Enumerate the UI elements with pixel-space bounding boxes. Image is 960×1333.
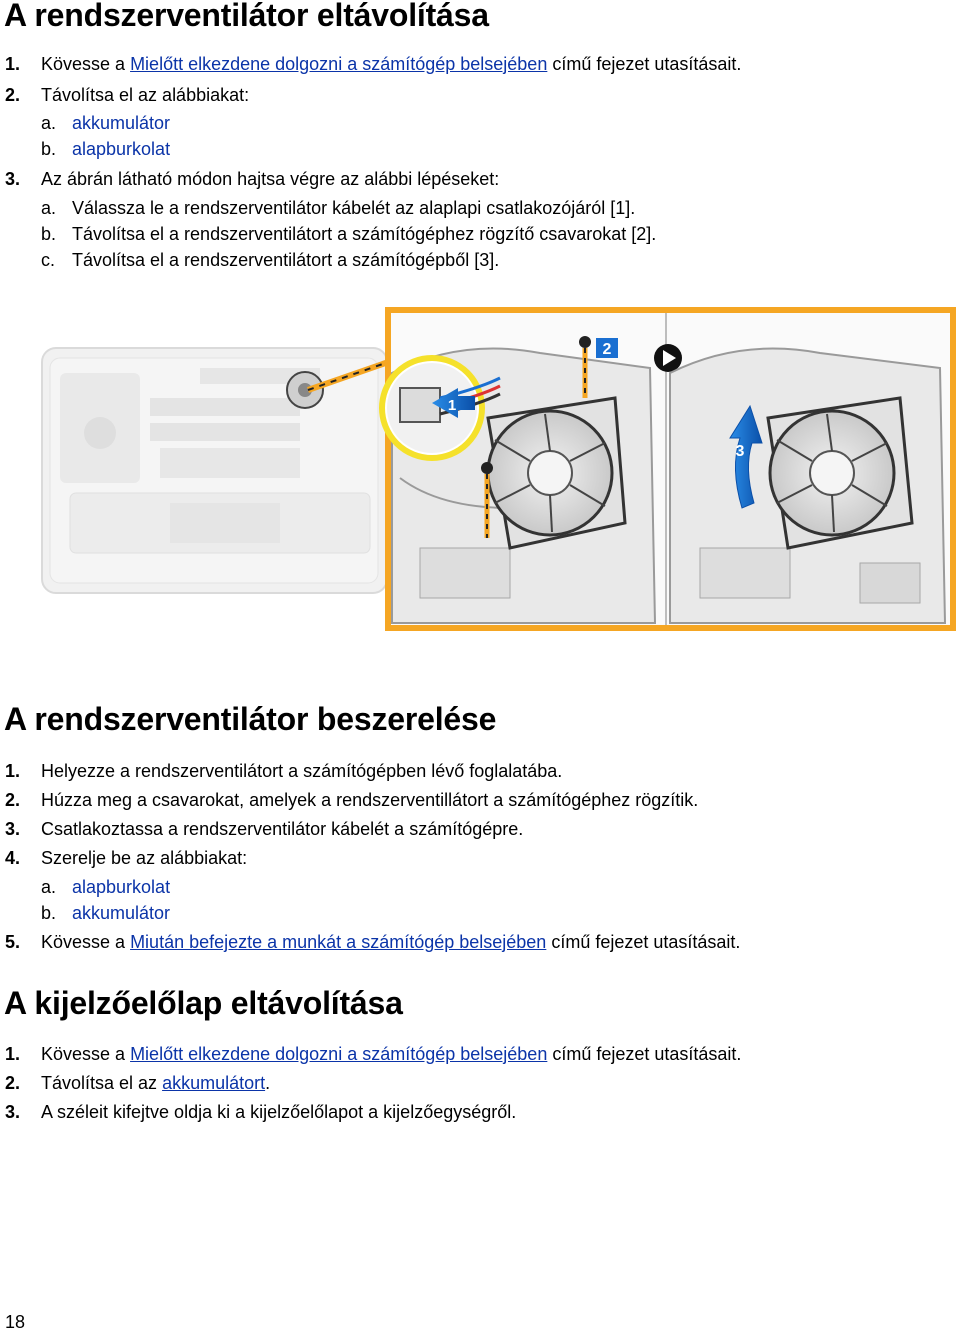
page-number: 18: [5, 1312, 26, 1332]
before-working-link[interactable]: Mielőtt elkezdene dolgozni a számítógép belsejében: [130, 54, 548, 74]
fan-removal-illustration: [40, 278, 958, 663]
play-icon: [654, 344, 682, 372]
battery-link[interactable]: akkumulátort: [162, 1073, 266, 1093]
after-working-link[interactable]: Miután befejezte a munkát a számítógép belsejében: [130, 932, 547, 952]
step-text: Az ábrán látható módon hajtsa végre az alábbi lépéseket:: [41, 169, 500, 189]
battery-link[interactable]: akkumulátor: [72, 903, 171, 923]
fan-left: [488, 398, 625, 548]
step-text: Kövesse a Mielőtt elkezdene dolgozni a számítógép belsejében című fejezet utasításait.: [41, 54, 742, 74]
callout-2-badge: [596, 338, 618, 358]
battery-link[interactable]: akkumulátor: [72, 113, 171, 133]
base-cover-link[interactable]: alapburkolat: [72, 139, 171, 159]
section-title-fan-removal: A rendszerventilátor eltávolítása: [4, 0, 489, 33]
before-working-link[interactable]: Mielőtt elkezdene dolgozni a számítógép belsejében: [130, 1044, 548, 1064]
base-cover-link[interactable]: alapburkolat: [72, 877, 171, 897]
fan-overview-icon: [287, 372, 323, 408]
svg-text:2: 2: [602, 341, 612, 358]
svg-text:1: 1: [447, 397, 457, 414]
step-number: 1.: [5, 54, 21, 74]
laptop-base-overview: [42, 348, 387, 593]
section-title-bezel-removal: A kijelzőelőlap eltávolítása: [4, 985, 403, 1021]
svg-text:3: 3: [735, 443, 745, 460]
section-title-fan-install: A rendszerventilátor beszerelése: [4, 701, 497, 737]
step-text: Távolítsa el az alábbiakat:: [41, 85, 250, 105]
fan-right: [768, 398, 912, 548]
step-number: 2.: [5, 85, 21, 105]
step-number: 3.: [5, 169, 21, 189]
